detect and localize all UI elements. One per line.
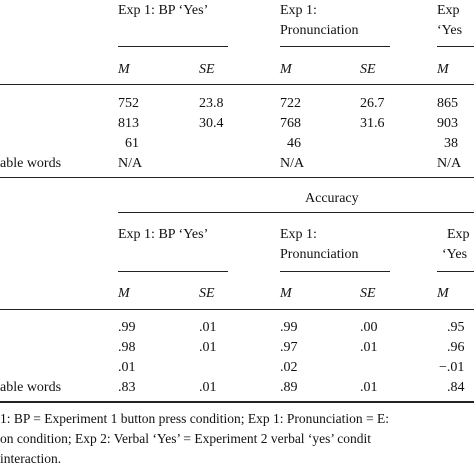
rt-stat-m-2: M [280,62,292,77]
rt-stat-se-2: SE [360,62,376,77]
accuracy-span-rule [118,212,474,213]
rt-stat-m-1: M [118,62,130,77]
acc-group-rule-3 [437,271,474,272]
rt-stat-se-1: SE [199,62,215,77]
rt-cell: 46 [287,136,301,151]
acc-cell: .01 [118,360,136,375]
acc-header-exp2-line2: ‘Yes [442,247,468,262]
acc-stat-m-1: M [118,286,130,301]
section-divider-rule [0,177,474,178]
rt-cell: 26.7 [360,96,385,111]
acc-cell: .84 [447,380,465,395]
rt-cell: 38 [444,136,458,151]
rt-header-exp1-pron-line2: Pronunciation [280,23,359,38]
rt-cell: 752 [118,96,139,111]
acc-cell: .01 [199,380,217,395]
rt-header-rule [0,84,474,85]
acc-cell: .01 [199,340,217,355]
acc-cell: .99 [118,320,136,335]
rt-group-rule-2 [280,46,390,47]
accuracy-title: Accuracy [305,191,359,206]
rt-header-exp1-bp: Exp 1: BP ‘Yes’ [118,3,209,18]
acc-cell: .89 [280,380,298,395]
acc-stat-se-2: SE [360,286,376,301]
rt-header-exp2-line1: Exp [437,3,460,18]
acc-cell: .01 [360,380,378,395]
table-bottom-rule [0,401,474,403]
acc-cell: .02 [280,360,298,375]
acc-cell: .01 [199,320,217,335]
acc-group-rule-2 [280,271,390,272]
rt-cell: 903 [437,116,458,131]
rt-cell: 722 [280,96,301,111]
footnote-line-2: on condition; Exp 2: Verbal ‘Yes’ = Experiment 2 verbal ‘yes’ condit [0,431,372,446]
rt-cell: 768 [280,116,301,131]
rt-cell: 813 [118,116,139,131]
rt-group-rule-1 [118,46,228,47]
acc-header-exp1-pron-line2: Pronunciation [280,247,359,262]
rt-row-label: able words [0,156,62,171]
acc-cell: −.01 [439,360,465,375]
acc-cell: .99 [280,320,298,335]
rt-group-rule-3 [437,46,474,47]
rt-header-exp1-pron-line1: Exp 1: [280,3,317,18]
acc-header-rule [0,309,474,310]
acc-header-exp1-bp: Exp 1: BP ‘Yes’ [118,227,209,242]
acc-stat-m-3: M [437,286,449,301]
rt-cell: 865 [437,96,458,111]
rt-cell: N/A [118,156,143,171]
acc-cell: .83 [118,380,136,395]
acc-cell: .01 [360,340,378,355]
acc-row-label: able words [0,380,62,395]
acc-cell: .97 [280,340,298,355]
acc-header-exp1-pron-line1: Exp 1: [280,227,317,242]
rt-cell: 30.4 [199,116,224,131]
rt-cell: N/A [437,156,462,171]
acc-cell: .96 [447,340,465,355]
acc-stat-m-2: M [280,286,292,301]
rt-cell: N/A [280,156,305,171]
acc-cell: .98 [118,340,136,355]
acc-group-rule-1 [118,271,228,272]
footnote-line-3: interaction. [0,451,62,466]
rt-cell: 61 [125,136,139,151]
rt-stat-m-3: M [437,62,449,77]
rt-header-exp2-line2: ‘Yes [437,23,463,38]
acc-stat-se-1: SE [199,286,215,301]
rt-cell: 31.6 [360,116,385,131]
acc-cell: .00 [360,320,378,335]
footnote-line-1: 1: BP = Experiment 1 button press condition; Exp 1: Pronunciation = E: [0,411,389,426]
rt-cell: 23.8 [199,96,224,111]
acc-cell: .95 [447,320,465,335]
acc-header-exp2-line1: Exp [447,227,470,242]
